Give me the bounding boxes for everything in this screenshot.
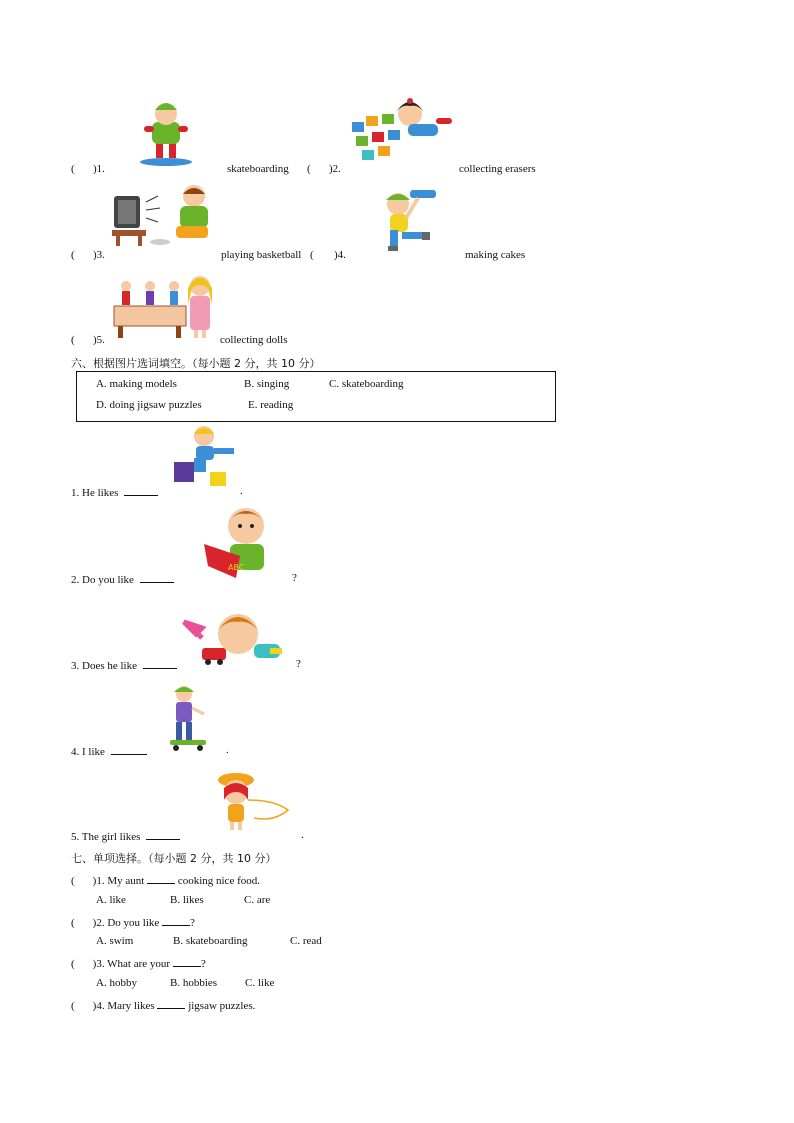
q2-stem: )2. Do you like xyxy=(92,917,160,929)
item-number-4: )4. xyxy=(334,249,346,261)
sentence-1-end: . xyxy=(240,485,243,497)
sentence-3-text: 3. Does he like xyxy=(71,660,137,672)
q1-paren: ( xyxy=(71,875,75,887)
part7-title: 七、单项选择。（每小题 2 分，共 10 分） xyxy=(71,852,277,865)
q4-stem-end: jigsaw puzzles. xyxy=(188,1000,256,1012)
paren-open-3: ( xyxy=(71,249,75,261)
boy-jigsaw-puzzle-illustration xyxy=(170,424,240,490)
boy-making-models-illustration xyxy=(378,186,440,256)
word-option-a: A. making models xyxy=(96,378,177,390)
item-number-5: )5. xyxy=(93,334,105,346)
q4-paren: ( xyxy=(71,1000,75,1012)
word-option-e: E. reading xyxy=(248,399,294,411)
word-option-c: C. skateboarding xyxy=(329,378,404,390)
q3-paren: ( xyxy=(71,958,75,970)
q4-stem: )4. Mary likes xyxy=(92,1000,155,1012)
girl-singing-illustration xyxy=(214,770,294,834)
girl-collecting-erasers-illustration xyxy=(348,96,458,170)
sentence-3-end: ? xyxy=(296,658,301,670)
sentence-5-end: . xyxy=(301,829,304,841)
boy-toy-car-illustration xyxy=(180,608,284,666)
answer-blank-5[interactable] xyxy=(146,829,180,840)
paren-open-2: ( xyxy=(307,163,311,175)
sentence-2-end: ? xyxy=(292,572,297,584)
sentence-4-text: 4. I like xyxy=(71,746,105,758)
paren-open-5: ( xyxy=(71,334,75,346)
q2-option-a[interactable]: A. swim xyxy=(96,935,134,947)
answer-blank-1[interactable] xyxy=(124,485,158,496)
word-option-d: D. doing jigsaw puzzles xyxy=(96,399,202,411)
phrase-3: playing basketball xyxy=(221,249,302,261)
q3-option-a[interactable]: A. hobby xyxy=(96,977,137,989)
q2-stem-end: ? xyxy=(190,917,195,929)
phrase-4: making cakes xyxy=(465,249,526,261)
part6-title: 六、根据图片选词填空。（每小题 2 分，共 10 分） xyxy=(71,357,321,370)
q1-option-c[interactable]: C. are xyxy=(244,894,271,906)
sentence-2-text: 2. Do you like xyxy=(71,574,134,586)
boy-playing-video-game-illustration xyxy=(110,182,216,250)
q3-stem: )3. What are your xyxy=(92,958,171,970)
q2-blank[interactable] xyxy=(162,915,190,926)
item-number-1: )1. xyxy=(93,163,105,175)
paren-open-4: ( xyxy=(310,249,314,261)
phrase-1: skateboarding xyxy=(227,163,289,175)
boy-snowboarding-illustration xyxy=(138,98,194,168)
q1-option-b[interactable]: B. likes xyxy=(170,894,204,906)
q2-option-c[interactable]: C. read xyxy=(290,935,322,947)
q1-stem-end: cooking nice food. xyxy=(177,875,260,887)
phrase-5: collecting dolls xyxy=(220,334,288,346)
answer-blank-3[interactable] xyxy=(143,658,177,669)
girl-collecting-dolls-illustration xyxy=(112,274,218,340)
answer-blank-2[interactable] xyxy=(140,572,174,583)
q1-blank[interactable] xyxy=(147,873,175,884)
q3-option-c[interactable]: C. like xyxy=(245,977,275,989)
sentence-4-end: . xyxy=(226,744,229,756)
svg-text:ABC: ABC xyxy=(228,563,245,572)
q2-option-b[interactable]: B. skateboarding xyxy=(173,935,248,947)
boy-reading-illustration xyxy=(200,504,274,580)
phrase-2: collecting erasers xyxy=(459,163,536,175)
boy-skateboarding-illustration xyxy=(164,682,210,752)
sentence-1-text: 1. He likes xyxy=(71,487,119,499)
item-number-2: )2. xyxy=(329,163,341,175)
word-option-b: B. singing xyxy=(244,378,290,390)
item-number-3: )3. xyxy=(93,249,105,261)
paren-open-1: ( xyxy=(71,163,75,175)
sentence-5-text: 5. The girl likes xyxy=(71,831,141,843)
q3-blank[interactable] xyxy=(173,956,201,967)
q3-option-b[interactable]: B. hobbies xyxy=(170,977,218,989)
q1-option-a[interactable]: A. like xyxy=(96,894,126,906)
q3-stem-end: ? xyxy=(200,958,206,970)
answer-blank-4[interactable] xyxy=(111,744,147,755)
q1-stem: )1. My aunt xyxy=(92,875,145,887)
q2-paren: ( xyxy=(71,917,75,929)
q4-blank[interactable] xyxy=(157,998,185,1009)
